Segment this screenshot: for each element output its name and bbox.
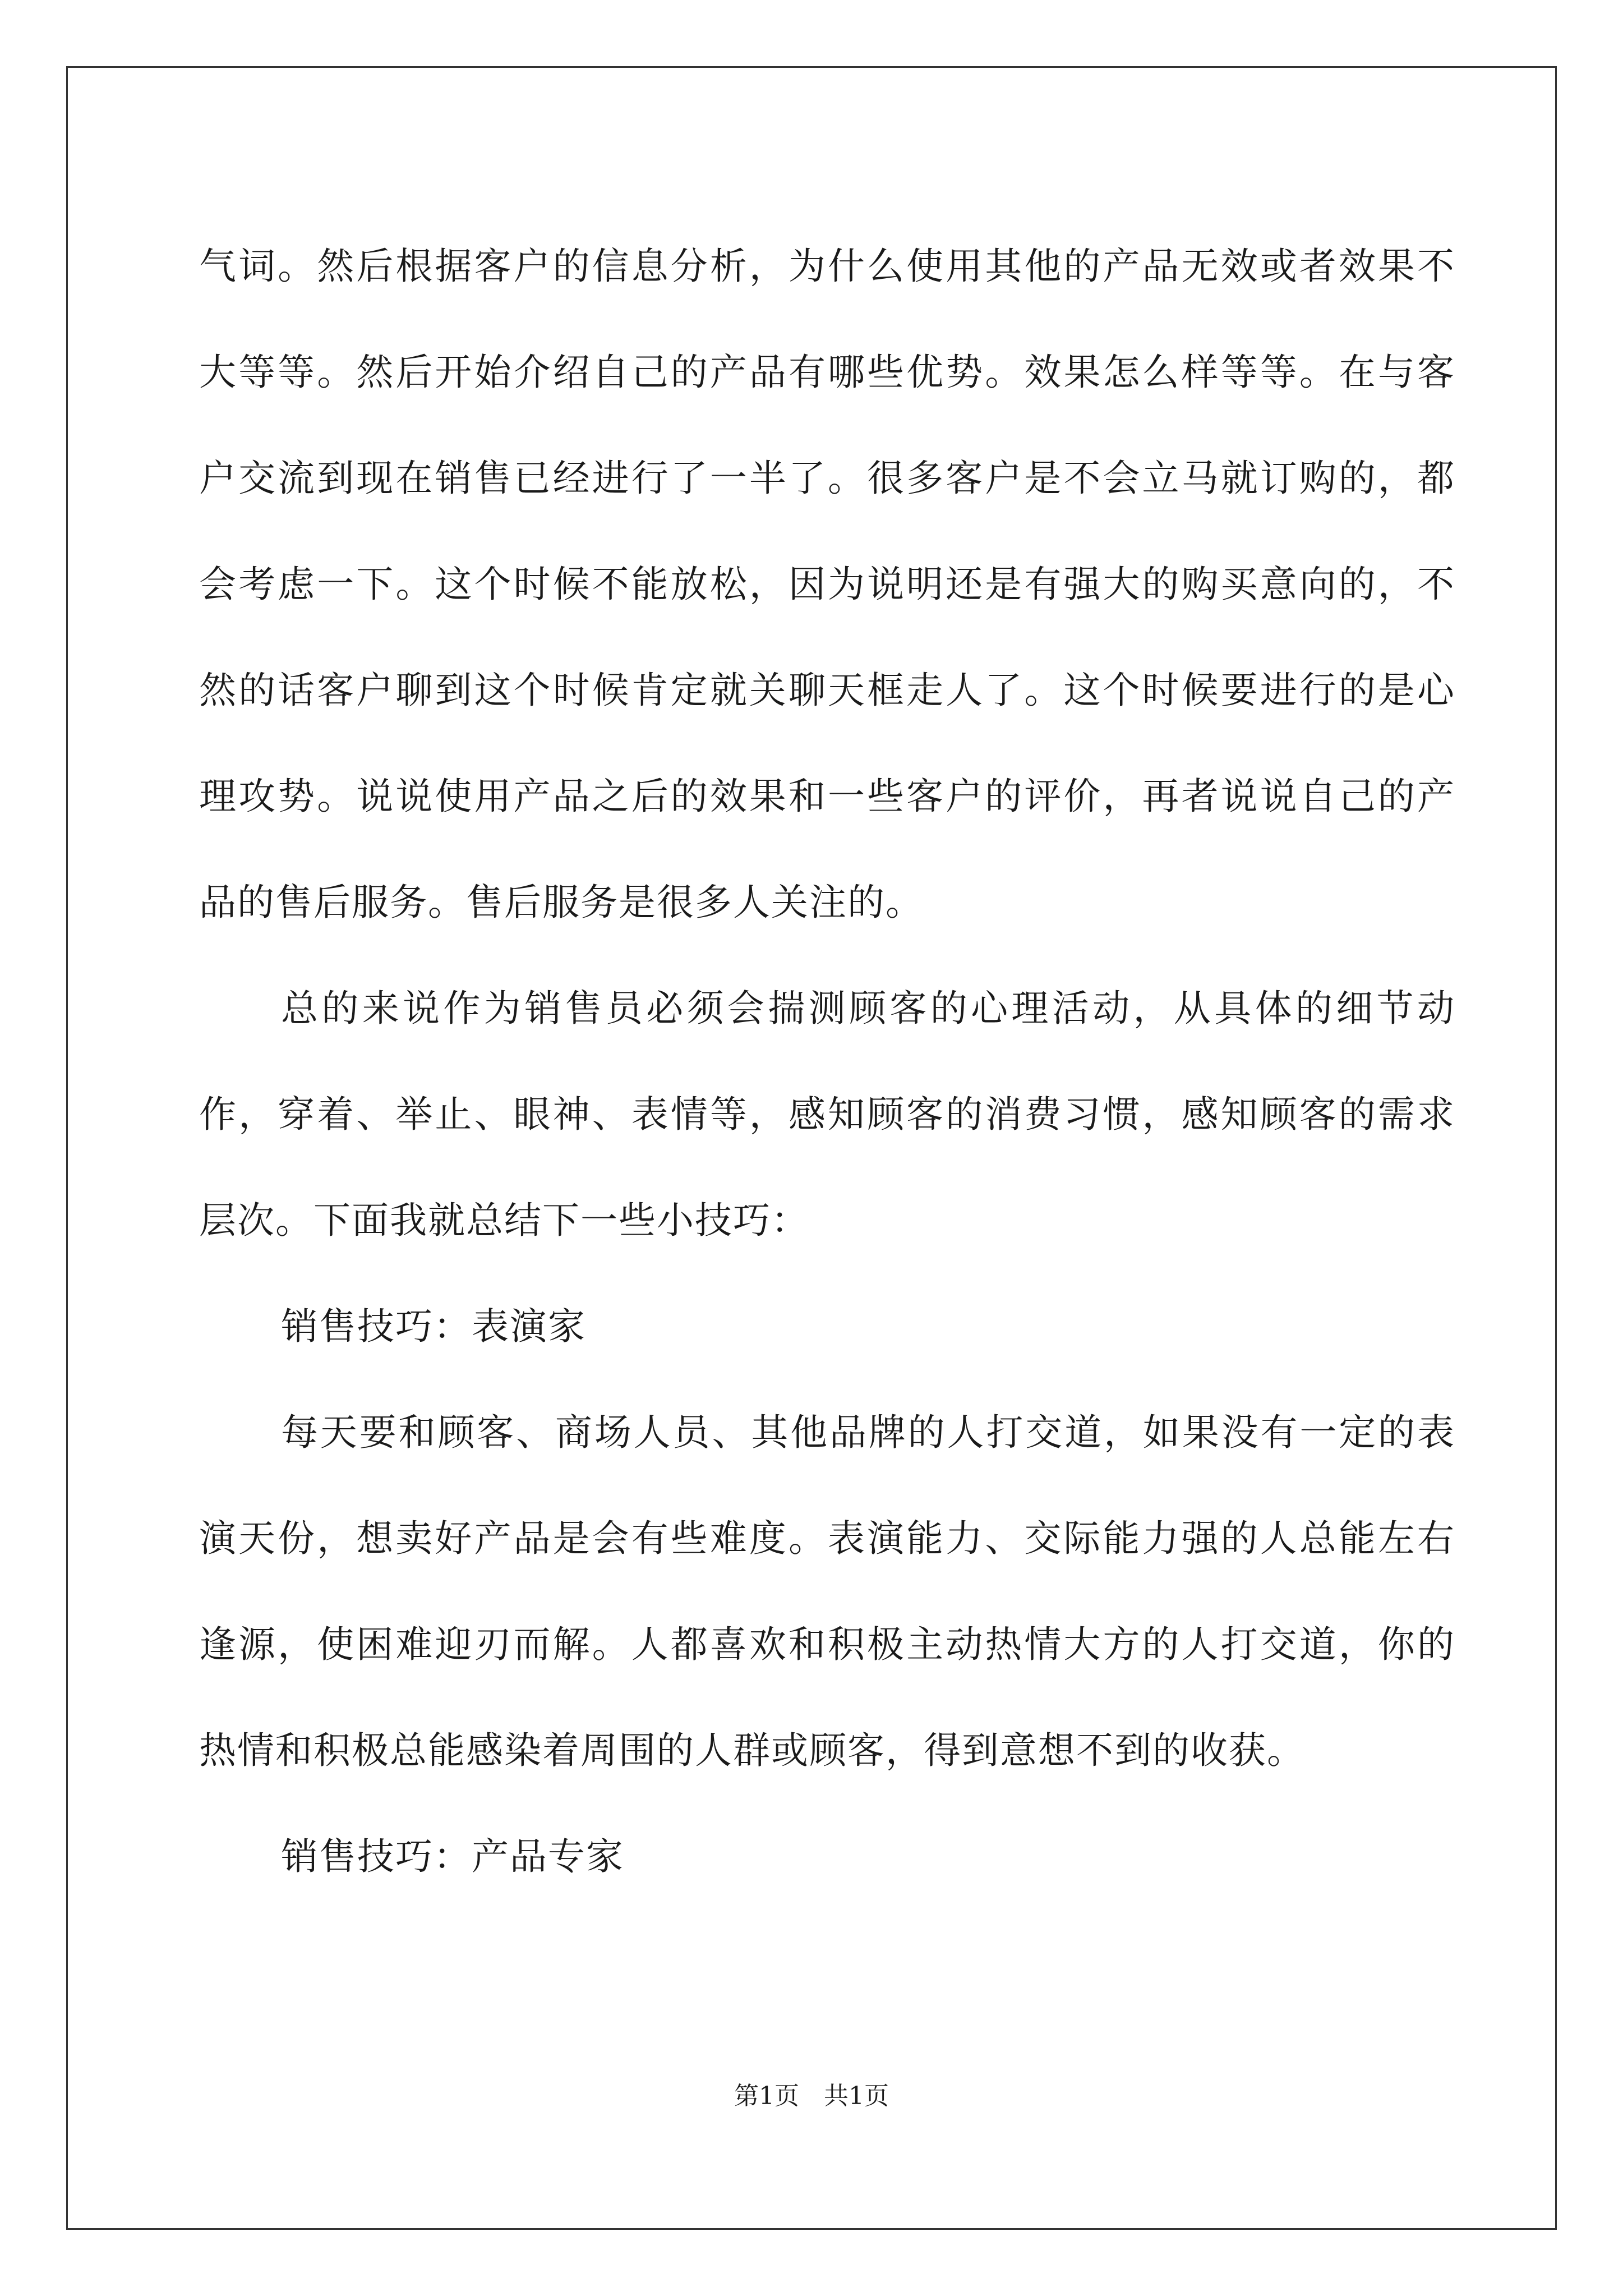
section-heading-product-expert: 销售技巧：产品专家 bbox=[281, 1835, 624, 1878]
paragraph-continuation: 气词。然后根据客户的信息分析，为什么使用其他的产品无效或者效果不大等等。然后开始介绍自己的产品有哪些优势。效果怎么样等等。在与客户交流到现在销售已经进行了一半了。很多客户是不会立马就订购的，都会考虑一下。这个时候不能放松，因为说明还是有强大的购买意向的，不然的话客户聊到这个时候肯定就关聊天框走人了。这个时候要进行的是心理攻势。说说使用产品之后的效果和一些客户的评价，再者说说自己的产品的售后服务。售后服务是很多人关注的。 bbox=[199, 245, 1455, 924]
document-body bbox=[199, 213, 1455, 1910]
section-heading-performer: 销售技巧：表演家 bbox=[281, 1305, 586, 1348]
page-footer: 第1页 共1页 bbox=[734, 2082, 889, 2110]
paragraph-performer: 每天要和顾客、商场人员、其他品牌的人打交道，如果没有一定的表演天份，想卖好产品是会有些难度。表演能力、交际能力强的人总能左右逢源，使困难迎刃而解。人都喜欢和积极主动热情大方的人打交道，你的热情和积极总能感染着周围的人群或顾客，得到意想不到的收获。 bbox=[199, 1411, 1455, 1772]
paragraph-summary: 总的来说作为销售员必须会揣测顾客的心理活动，从具体的细节动作，穿着、举止、眼神、表情等，感知顾客的消费习惯，感知顾客的需求层次。下面我就总结下一些小技巧： bbox=[199, 987, 1455, 1242]
